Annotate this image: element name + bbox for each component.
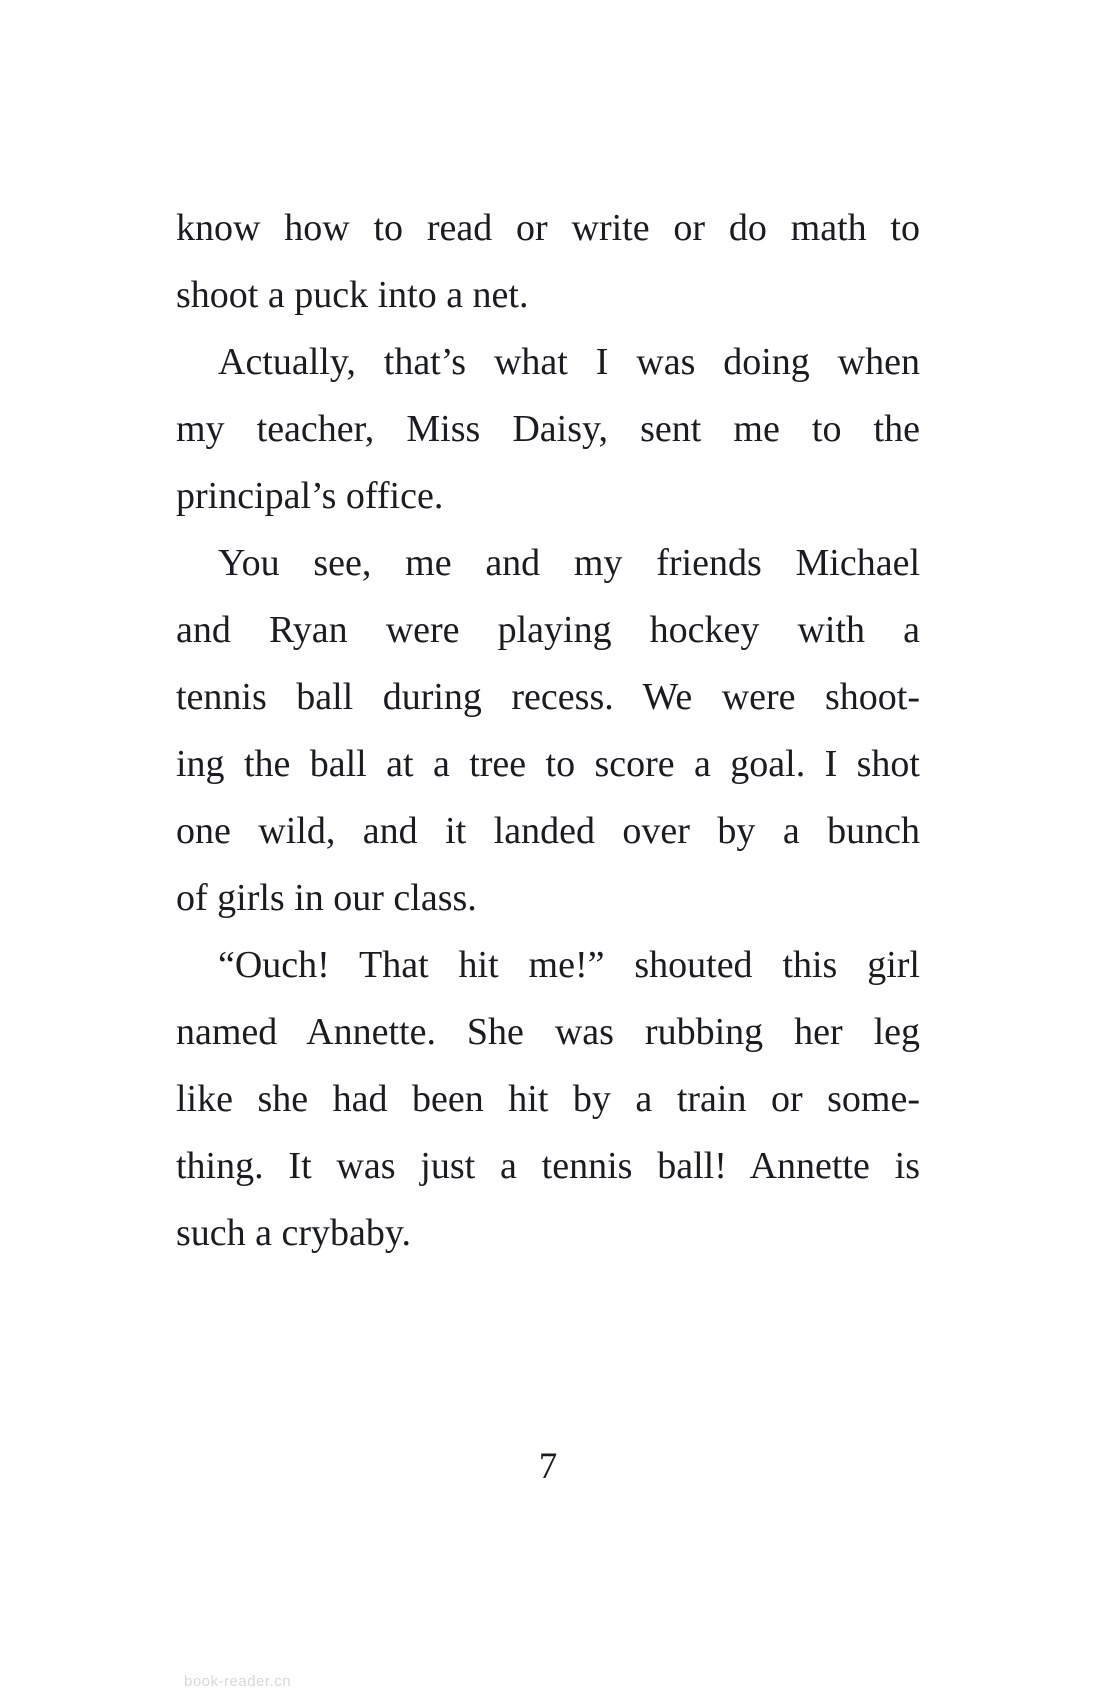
text-line: shoot a puck into a net. (176, 274, 529, 316)
text-line: of girls in our class. (176, 877, 477, 919)
text-line: principal’s office. (176, 475, 444, 517)
watermark-text: book-reader.cn (184, 1673, 292, 1690)
text-line: thing. It was just a tennis ball! Annette is (176, 1145, 920, 1187)
text-line: know how to read or write or do math to (176, 207, 920, 249)
text-line: my teacher, Miss Daisy, sent me to the (176, 408, 920, 450)
text-line: tennis ball during recess. We were shoot- (176, 676, 920, 718)
text-line: Actually, that’s what I was doing when (218, 341, 920, 383)
text-block (176, 195, 920, 1267)
text-line: like she had been hit by a train or some- (176, 1078, 920, 1120)
text-line: such a crybaby. (176, 1212, 411, 1254)
text-line: “Ouch! That hit me!” shouted this girl (218, 944, 920, 986)
text-line: one wild, and it landed over by a bunch (176, 810, 920, 852)
text-line: named Annette. She was rubbing her leg (176, 1011, 920, 1053)
text-line: and Ryan were playing hockey with a (176, 609, 920, 651)
text-line: ing the ball at a tree to score a goal. I shot (176, 743, 920, 785)
text-line: You see, me and my friends Michael (218, 542, 920, 584)
page-number: 7 (538, 1446, 558, 1487)
